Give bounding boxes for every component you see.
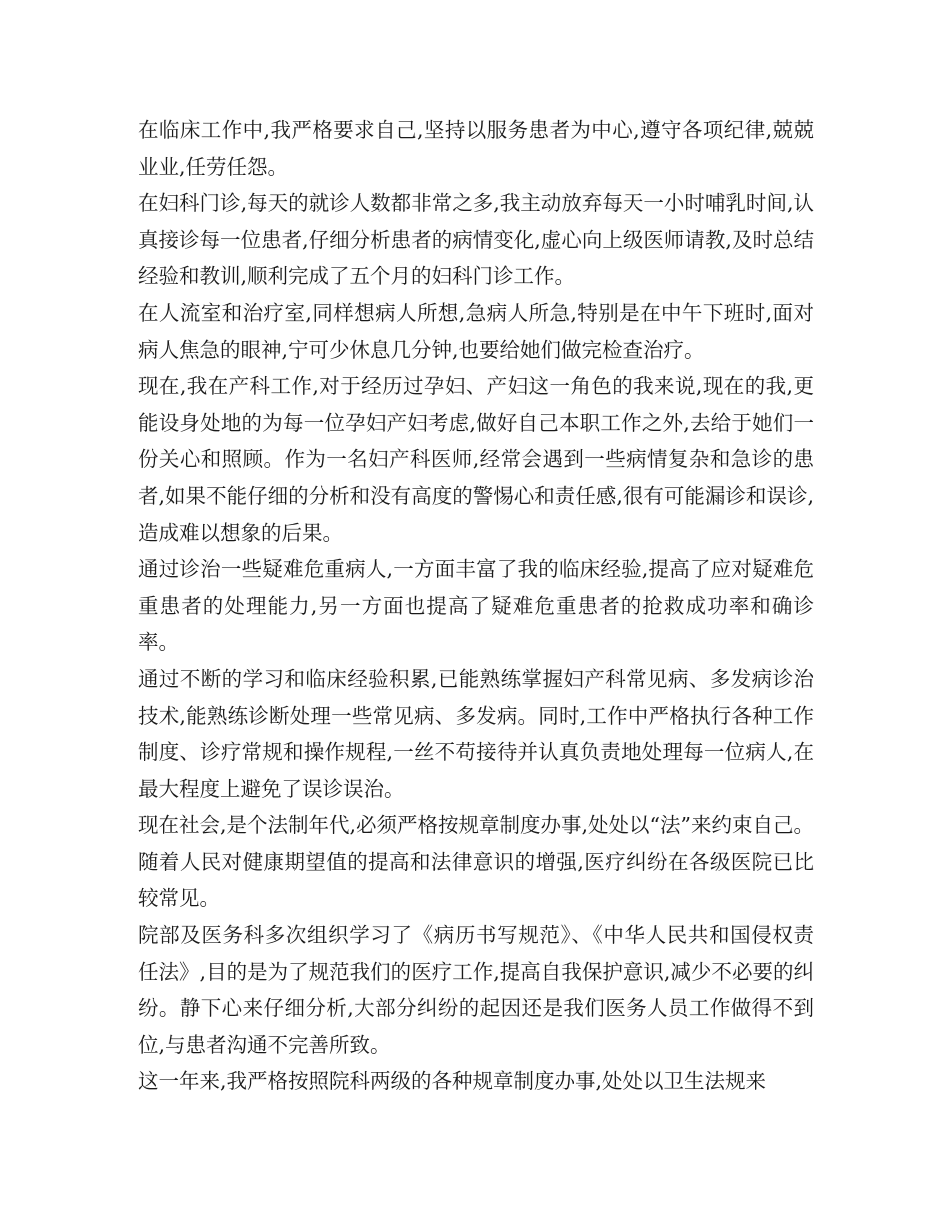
paragraph-1: 在临床工作中,我严格要求自己,坚持以服务患者为中心,遵守各项纪律,兢兢业业,任劳任怨。 xyxy=(138,118,814,179)
paragraph-8: 院部及医务科多次组织学习了《病历书写规范》、《中华人民共和国侵权责任法》,目的是为了规范我们的医疗工作,提高自我保护意识,减少不必要的纠纷。静下心来仔细分析,大部分纠纷的起因还是我们医务人员工作做得不到位,与患者沟通不完善所致。 xyxy=(138,923,814,1057)
document-body xyxy=(138,112,814,1100)
paragraph-3: 在人流室和治疗室,同样想病人所想,急病人所急,特别是在中午下班时,面对病人焦急的眼神,宁可少休息几分钟,也要给她们做完检查治疗。 xyxy=(138,300,814,362)
paragraph-4: 现在,我在产科工作,对于经历过孕妇、产妇这一角色的我来说,现在的我,更能设身处地的为每一位孕妇产妇考虑,做好自己本职工作之外,去给于她们一份关心和照顾。作为一名妇产科医师,经常会遇到一些病情复杂和急诊的患者,如果不能仔细的分析和没有高度的警惕心和责任感,很有可能漏诊和误诊,造成难以想象的后果。 xyxy=(138,374,814,545)
paragraph-7: 现在社会,是个法制年代,必须严格按规章制度办事,处处以“法”来约束自己。随着人民对健康期望值的提高和法律意识的增强,医疗纠纷在各级医院已比较常见。 xyxy=(138,813,815,911)
paragraph-5: 通过诊治一些疑难危重病人,一方面丰富了我的临床经验,提高了应对疑难危重患者的处理能力,另一方面也提高了疑难危重患者的抢救成功率和确诊率。 xyxy=(138,557,814,655)
paragraph-2: 在妇科门诊,每天的就诊人数都非常之多,我主动放弃每天一小时哺乳时间,认真接诊每一位患者,仔细分析患者的病情变化,虚心向上级医师请教,及时总结经验和教训,顺利完成了五个月的妇科门诊工作。 xyxy=(138,191,814,289)
paragraph-6: 通过不断的学习和临床经验积累,已能熟练掌握妇产科常见病、多发病诊治技术,能熟练诊断处理一些常见病、多发病。同时,工作中严格执行各种工作制度、诊疗常规和操作规程,一丝不苟接待并认真负责地处理每一位病人,在最大程度上避免了误诊误治。 xyxy=(138,666,814,801)
paragraph-9: 这一年来,我严格按照院科两级的各种规章制度办事,处处以卫生法规来 xyxy=(138,1069,767,1094)
